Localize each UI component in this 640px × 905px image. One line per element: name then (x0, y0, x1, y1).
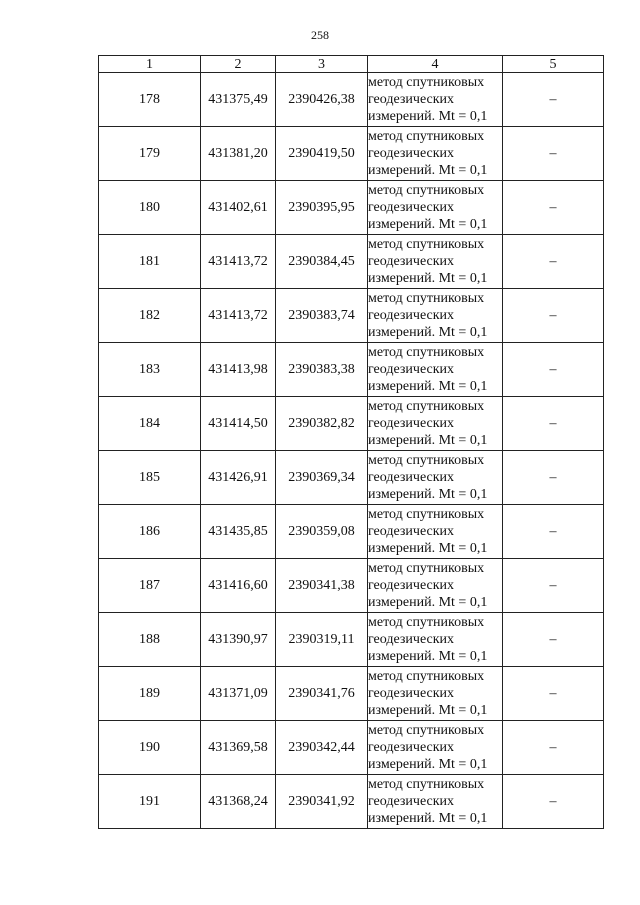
table-row (99, 397, 604, 451)
point-number: 189 (99, 667, 201, 721)
coordinate-x: 431371,09 (201, 667, 276, 721)
method-description (368, 451, 503, 505)
method-line: геодезических (368, 146, 455, 161)
method-line: метод спутниковых (368, 237, 485, 252)
note-dash: – (503, 289, 604, 343)
point-number: 187 (99, 559, 201, 613)
coordinate-y: 2390342,44 (276, 721, 368, 775)
method-line: геодезических (368, 254, 455, 269)
method-line: измерений. Mt = 0,1 (368, 109, 488, 124)
method-line: геодезических (368, 794, 455, 809)
table-row (99, 451, 604, 505)
table-body (99, 73, 604, 829)
note-dash: – (503, 235, 604, 289)
coordinate-x: 431375,49 (201, 73, 276, 127)
method-line: измерений. Mt = 0,1 (368, 595, 488, 610)
method-line: измерений. Mt = 0,1 (368, 703, 488, 718)
point-number: 180 (99, 181, 201, 235)
header-row (99, 56, 604, 73)
method-description (368, 613, 503, 667)
method-line: метод спутниковых (368, 615, 485, 630)
table-row (99, 775, 604, 829)
method-line: метод спутниковых (368, 669, 485, 684)
method-line: геодезических (368, 524, 455, 539)
method-description (368, 343, 503, 397)
method-line: измерений. Mt = 0,1 (368, 811, 488, 826)
coordinate-y: 2390341,76 (276, 667, 368, 721)
method-line: геодезических (368, 416, 455, 431)
point-number: 184 (99, 397, 201, 451)
coordinate-y: 2390383,38 (276, 343, 368, 397)
method-line: метод спутниковых (368, 399, 485, 414)
note-dash: – (503, 559, 604, 613)
point-number: 181 (99, 235, 201, 289)
coordinate-y: 2390341,38 (276, 559, 368, 613)
method-line: метод спутниковых (368, 183, 485, 198)
method-line: геодезических (368, 200, 455, 215)
coordinates-table (98, 55, 604, 829)
method-description (368, 397, 503, 451)
method-line: метод спутниковых (368, 777, 485, 792)
method-line: измерений. Mt = 0,1 (368, 541, 488, 556)
method-line: метод спутниковых (368, 129, 485, 144)
method-line: метод спутниковых (368, 507, 485, 522)
table-row (99, 613, 604, 667)
point-number: 183 (99, 343, 201, 397)
method-line: геодезических (368, 686, 455, 701)
method-line: измерений. Mt = 0,1 (368, 487, 488, 502)
note-dash: – (503, 721, 604, 775)
point-number: 190 (99, 721, 201, 775)
method-line: измерений. Mt = 0,1 (368, 325, 488, 340)
coordinate-x: 431413,98 (201, 343, 276, 397)
coordinate-x: 431390,97 (201, 613, 276, 667)
table-row (99, 127, 604, 181)
note-dash: – (503, 451, 604, 505)
coordinate-x: 431381,20 (201, 127, 276, 181)
method-line: измерений. Mt = 0,1 (368, 649, 488, 664)
point-number: 185 (99, 451, 201, 505)
column-header-5: 5 (503, 56, 604, 73)
method-line: геодезических (368, 740, 455, 755)
column-header-1: 1 (99, 56, 201, 73)
column-header-3: 3 (276, 56, 368, 73)
table-row (99, 73, 604, 127)
method-line: измерений. Mt = 0,1 (368, 163, 488, 178)
point-number: 186 (99, 505, 201, 559)
method-line: геодезических (368, 362, 455, 377)
coordinate-x: 431368,24 (201, 775, 276, 829)
coordinate-y: 2390319,11 (276, 613, 368, 667)
point-number: 182 (99, 289, 201, 343)
method-line: метод спутниковых (368, 561, 485, 576)
method-line: измерений. Mt = 0,1 (368, 217, 488, 232)
method-line: метод спутниковых (368, 291, 485, 306)
coordinate-y: 2390369,34 (276, 451, 368, 505)
method-description (368, 289, 503, 343)
method-line: измерений. Mt = 0,1 (368, 433, 488, 448)
point-number: 191 (99, 775, 201, 829)
method-line: геодезических (368, 470, 455, 485)
method-line: метод спутниковых (368, 723, 485, 738)
method-description (368, 235, 503, 289)
table-row (99, 235, 604, 289)
coordinate-y: 2390426,38 (276, 73, 368, 127)
coordinate-y: 2390395,95 (276, 181, 368, 235)
method-line: измерений. Mt = 0,1 (368, 379, 488, 394)
method-line: геодезических (368, 632, 455, 647)
method-line: геодезических (368, 308, 455, 323)
method-description (368, 73, 503, 127)
coordinate-x: 431413,72 (201, 289, 276, 343)
column-header-4: 4 (368, 56, 503, 73)
note-dash: – (503, 397, 604, 451)
method-description (368, 775, 503, 829)
note-dash: – (503, 73, 604, 127)
coordinate-y: 2390419,50 (276, 127, 368, 181)
method-description (368, 127, 503, 181)
coordinate-y: 2390382,82 (276, 397, 368, 451)
table-row (99, 181, 604, 235)
point-number: 188 (99, 613, 201, 667)
table-row (99, 289, 604, 343)
table-row (99, 505, 604, 559)
coordinate-x: 431416,60 (201, 559, 276, 613)
coordinate-x: 431402,61 (201, 181, 276, 235)
method-description (368, 667, 503, 721)
method-line: метод спутниковых (368, 453, 485, 468)
column-header-2: 2 (201, 56, 276, 73)
table-row (99, 559, 604, 613)
method-line: метод спутниковых (368, 345, 485, 360)
note-dash: – (503, 181, 604, 235)
coordinate-y: 2390359,08 (276, 505, 368, 559)
method-description (368, 559, 503, 613)
note-dash: – (503, 127, 604, 181)
coordinate-x: 431369,58 (201, 721, 276, 775)
note-dash: – (503, 505, 604, 559)
coordinate-x: 431426,91 (201, 451, 276, 505)
note-dash: – (503, 667, 604, 721)
coordinate-x: 431435,85 (201, 505, 276, 559)
method-line: метод спутниковых (368, 75, 485, 90)
coordinate-x: 431413,72 (201, 235, 276, 289)
method-description (368, 721, 503, 775)
coordinate-y: 2390383,74 (276, 289, 368, 343)
method-description (368, 181, 503, 235)
table-row (99, 667, 604, 721)
coordinate-y: 2390341,92 (276, 775, 368, 829)
page-number: 258 (311, 28, 329, 42)
note-dash: – (503, 775, 604, 829)
method-line: геодезических (368, 578, 455, 593)
method-line: измерений. Mt = 0,1 (368, 271, 488, 286)
method-line: геодезических (368, 92, 455, 107)
coordinate-y: 2390384,45 (276, 235, 368, 289)
note-dash: – (503, 613, 604, 667)
table-row (99, 343, 604, 397)
point-number: 178 (99, 73, 201, 127)
table-row (99, 721, 604, 775)
note-dash: – (503, 343, 604, 397)
method-line: измерений. Mt = 0,1 (368, 757, 488, 772)
point-number: 179 (99, 127, 201, 181)
method-description (368, 505, 503, 559)
coordinate-x: 431414,50 (201, 397, 276, 451)
